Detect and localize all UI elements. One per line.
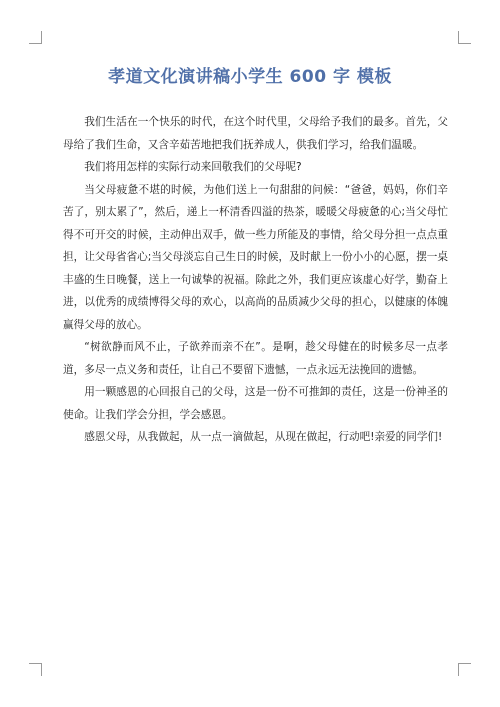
crop-mark-bottom-left (29, 663, 42, 676)
crop-mark-top-left (29, 31, 42, 44)
paragraph-quote: “树欲静而风不止，子欲养而亲不在”。是啊，趁父母健在的时候多尽一点孝道，多尽一点义务和责任，让自己不要留下遗憾，一点永远无法挽回的遗憾。 (63, 341, 448, 376)
crop-mark-top-right (458, 31, 471, 44)
paragraph-question: 我们将用怎样的实际行动来回敬我们的父母呢? (84, 161, 302, 173)
paragraph-intro: 我们生活在一个快乐的时代，在这个时代里，父母给予我们的最多。首先，父母给了我们生命，又含辛茹苦地把我们抚养成人，供我们学习，给我们温暖。 (63, 116, 448, 151)
document-body (63, 111, 448, 449)
document-title: 孝道文化演讲稿小学生 600 字 模板 (108, 67, 392, 87)
paragraph-closing: 感恩父母，从我做起，从一点一滴做起，从现在做起，行动吧!亲爱的同学们! (84, 431, 443, 443)
crop-mark-bottom-right (458, 663, 471, 676)
paragraph-gratitude: 用一颗感恩的心回报自己的父母，这是一份不可推卸的责任，这是一份神圣的使命。让我们学会分担，学会感恩。 (63, 386, 448, 421)
paragraph-actions: 当父母疲惫不堪的时候，为他们送上一句甜甜的问候：“爸爸，妈妈，你们辛苦了，别太累了”，然后，递上一杯清香四溢的热茶，暖暖父母疲惫的心;当父母忙得不可开交的时候，主动伸出双手，做一些力所能及的事情，给父母分担一点点重担，让父母省省心;当父母淡忘自己生日的时候，及时献上一份小小的心愿，摆一桌丰盛的生日晚餐，送上一句诚挚的祝福。除此之外，我们更应该虚心好学，勤奋上进，以优秀的成绩博得父母的欢心，以高尚的品质减少父母的担心，以健康的体魄赢得父母的放心。 (63, 183, 448, 331)
